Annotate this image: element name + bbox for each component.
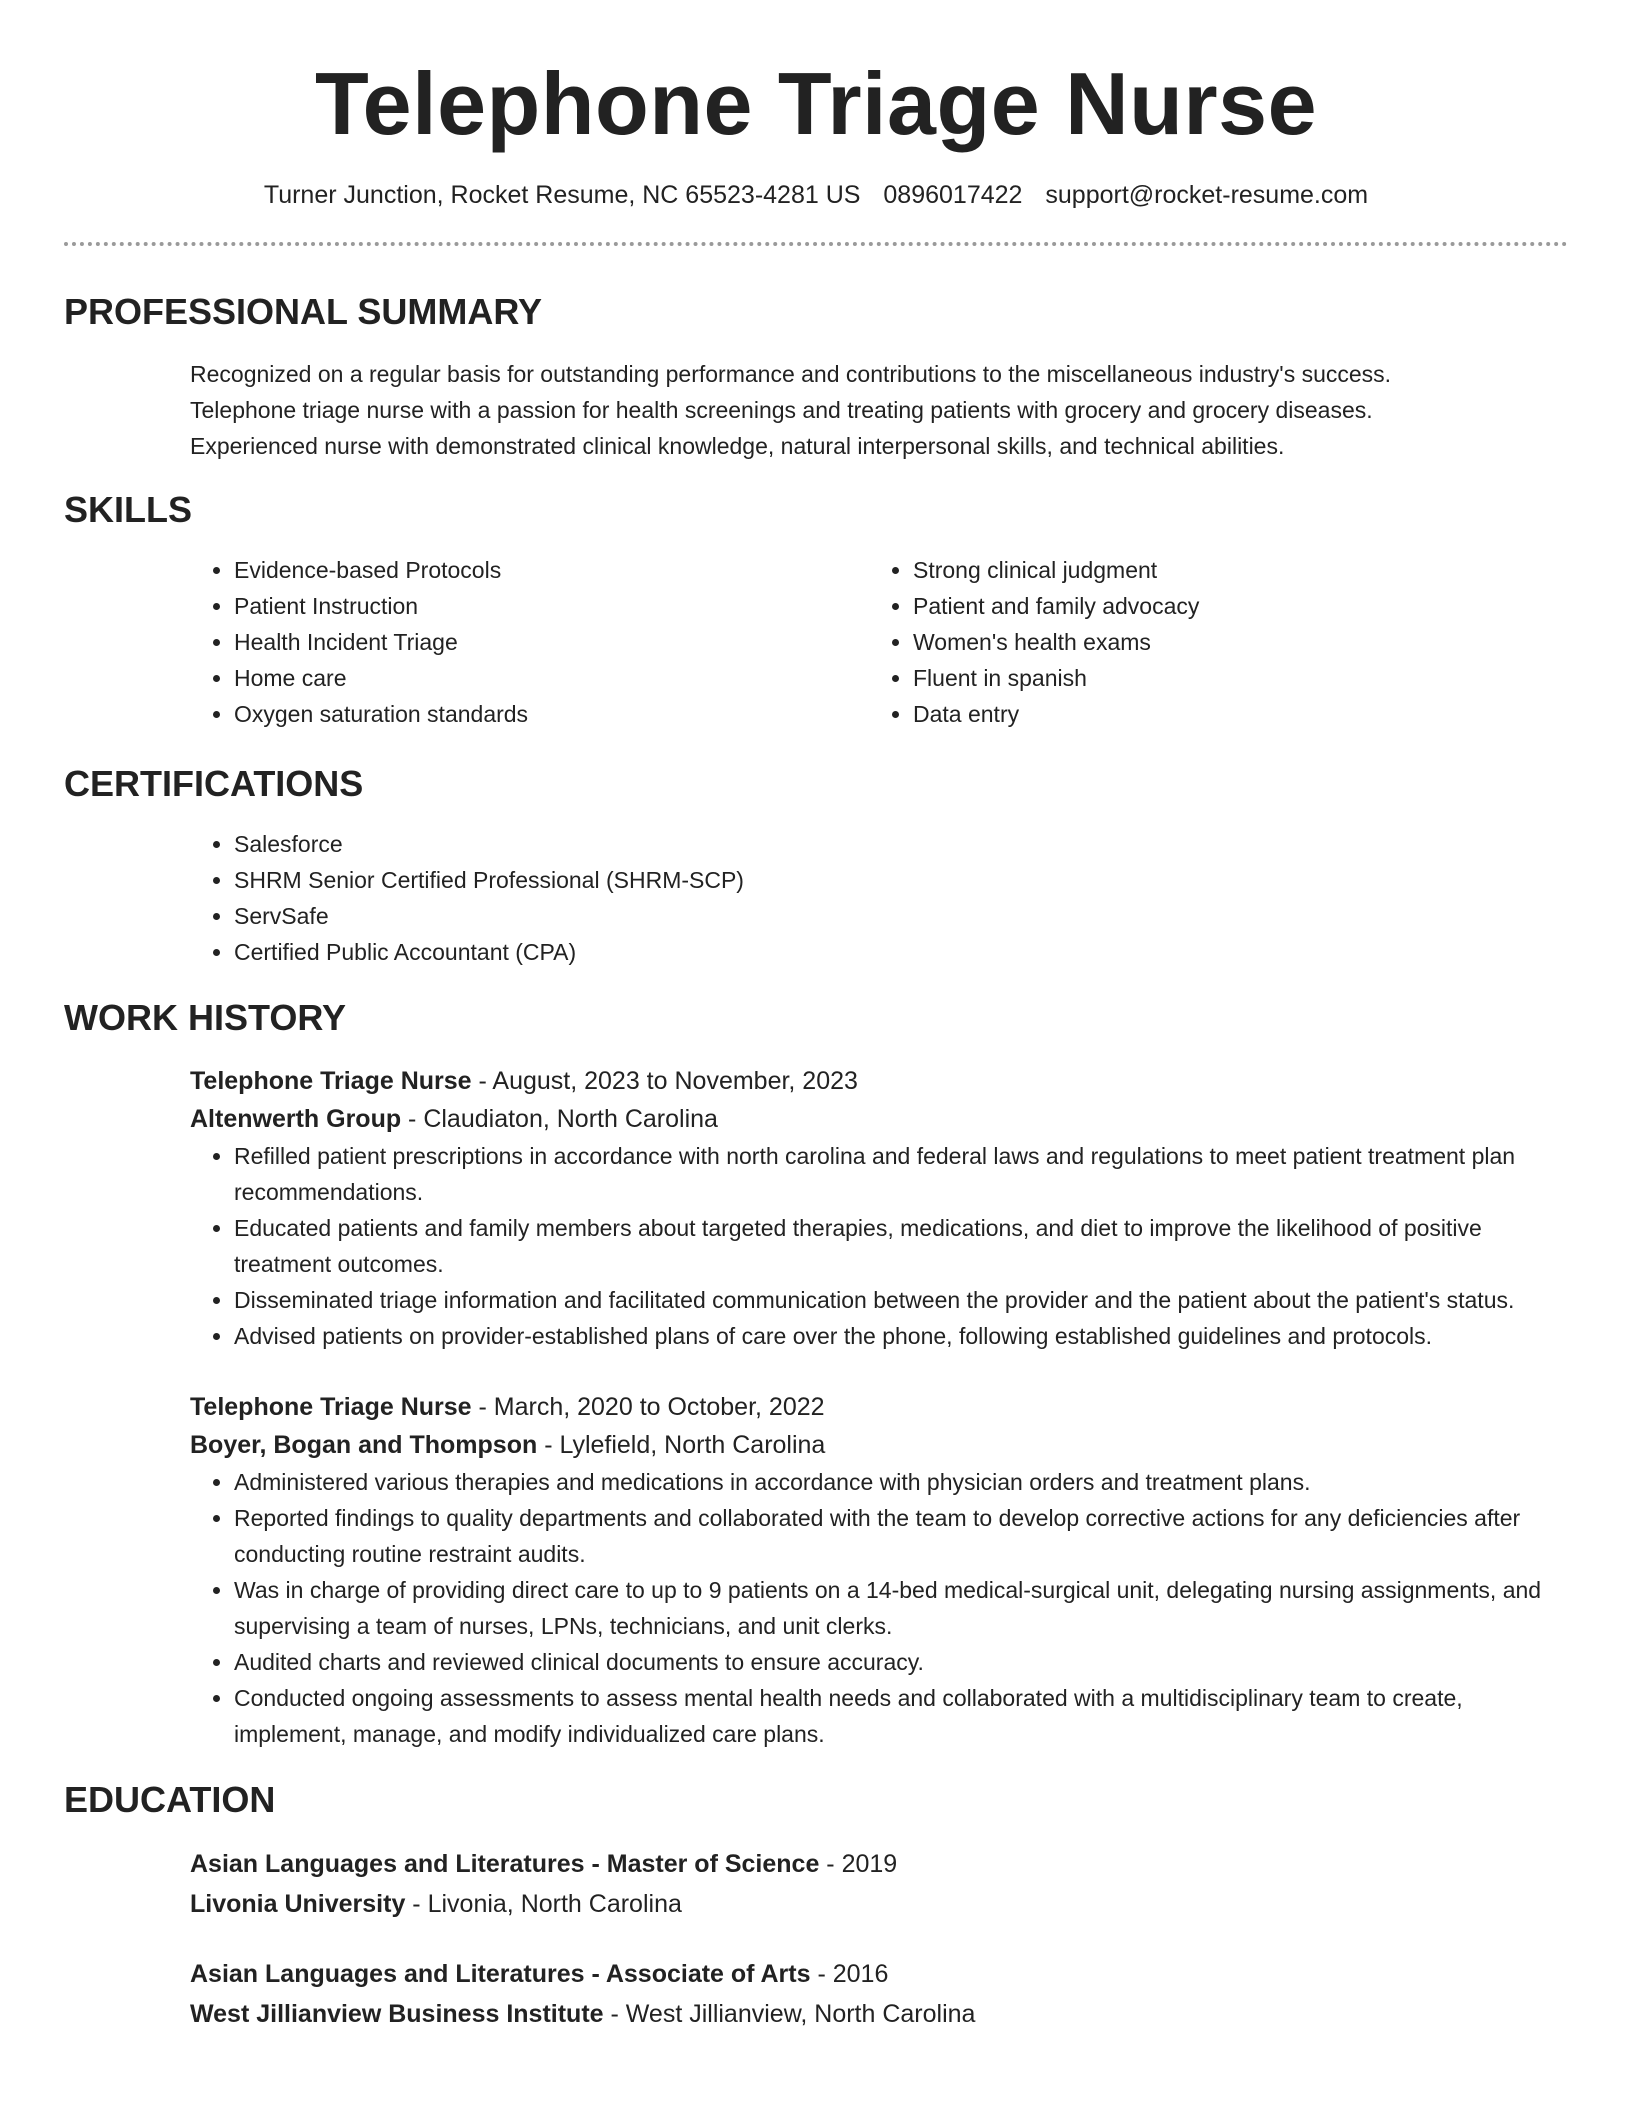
summary-line: Experienced nurse with demonstrated clinical knowledge, natural interpersonal skills, and technical abilities.: [190, 433, 1285, 459]
summary-line: Recognized on a regular basis for outstanding performance and contributions to the miscellaneous industry's success.: [190, 361, 1392, 387]
resume-name: Telephone Triage Nurse: [314, 54, 1318, 153]
job-duty-item: • Refilled patient prescriptions in accordance with north carolina and federal laws and regulations to meet patient treatment plan recommendations.: [234, 1138, 1568, 1210]
education-school: West Jillianview Business Institute: [190, 2000, 604, 2028]
skills-section: [64, 488, 1568, 732]
job-location: - Claudiaton, North Carolina: [401, 1105, 718, 1133]
job-duty-item: • Audited charts and reviewed clinical documents to ensure accuracy.: [234, 1644, 1568, 1680]
education-school-line: [190, 1884, 1568, 1924]
summary-heading: PROFESSIONAL SUMMARY: [64, 291, 543, 332]
education-degree-line: [190, 1954, 1568, 1994]
summary-section: [64, 290, 1568, 464]
job-title-line: [190, 1388, 1568, 1426]
certification-item: • Salesforce: [234, 826, 1568, 862]
education-school-line: [190, 1994, 1568, 2034]
education-entry: [190, 1844, 1568, 1924]
job-duty-item: • Educated patients and family members about targeted therapies, medications, and diet to improve the likelihood of positive treatment outcomes.: [234, 1210, 1568, 1282]
job-duties-list: [190, 1464, 1568, 1752]
work-history-section: [64, 996, 1568, 1752]
job-company: Altenwerth Group: [190, 1105, 402, 1133]
certifications-list: [190, 826, 1568, 970]
contact-address: Turner Junction, Rocket Resume, NC 65523-4281 US: [263, 181, 861, 209]
job-duties-list: [190, 1138, 1568, 1354]
skill-item: • Patient Instruction: [234, 588, 869, 624]
job-duty-item: • Reported findings to quality departments and collaborated with the team to develop corrective actions for any deficiencies after conducting routine restraint audits.: [234, 1500, 1568, 1572]
education-entry: [190, 1954, 1568, 2034]
skill-item: • Patient and family advocacy: [913, 588, 1548, 624]
education-school: Livonia University: [190, 1890, 406, 1918]
education-year: - 2016: [810, 1960, 889, 1988]
job-company-line: [190, 1100, 1568, 1138]
job-dates: - August, 2023 to November, 2023: [471, 1067, 858, 1095]
skills-column-left: [190, 552, 869, 732]
summary-text: [190, 356, 1568, 464]
certification-item: • ServSafe: [234, 898, 1568, 934]
certifications-heading: CERTIFICATIONS: [64, 763, 364, 804]
education-location: - Livonia, North Carolina: [405, 1890, 682, 1918]
education-section: [64, 1778, 1568, 2034]
job-title-line: [190, 1062, 1568, 1100]
skill-item: • Strong clinical judgment: [913, 552, 1548, 588]
job-duty-item: • Was in charge of providing direct care to up to 9 patients on a 14-bed medical-surgical unit, delegating nursing assignments, and supervising a team of nurses, LPNs, technicians, and unit clerks.: [234, 1572, 1568, 1644]
skill-item: • Women's health exams: [913, 624, 1548, 660]
skills-heading: SKILLS: [64, 489, 193, 530]
certifications-section: [64, 762, 1568, 970]
job-dates: - March, 2020 to October, 2022: [471, 1393, 825, 1421]
skills-grid: [190, 552, 1568, 732]
education-degree-line: [190, 1844, 1568, 1884]
certification-item: • Certified Public Accountant (CPA): [234, 934, 1568, 970]
job-company-line: [190, 1426, 1568, 1464]
job-role: Telephone Triage Nurse: [190, 1067, 472, 1095]
skill-item: • Evidence-based Protocols: [234, 552, 869, 588]
resume-page: [64, 0, 1568, 2034]
certifications-block: [190, 826, 1568, 970]
contact-phone: 0896017422: [883, 181, 1023, 209]
education-location: - West Jillianview, North Carolina: [603, 2000, 976, 2028]
job-location: - Lylefield, North Carolina: [537, 1431, 826, 1459]
skills-list-left: [190, 552, 869, 732]
header-divider: [64, 242, 1568, 246]
job-duty-item: • Advised patients on provider-established plans of care over the phone, following established guidelines and protocols.: [234, 1318, 1568, 1354]
contact-line: [64, 178, 1568, 212]
skill-item: • Fluent in spanish: [913, 660, 1548, 696]
work-history-heading: WORK HISTORY: [64, 997, 347, 1038]
job-duty-item: • Disseminated triage information and facilitated communication between the provider and the patient about the patient's status.: [234, 1282, 1568, 1318]
education-degree: Asian Languages and Literatures - Master of Science: [190, 1850, 820, 1878]
summary-line: Telephone triage nurse with a passion for health screenings and treating patients with grocery and grocery diseases.: [190, 397, 1373, 423]
skill-item: • Health Incident Triage: [234, 624, 869, 660]
education-heading: EDUCATION: [64, 1779, 276, 1820]
skills-list-right: [869, 552, 1548, 732]
job-entry: [190, 1062, 1568, 1354]
education-degree: Asian Languages and Literatures - Associate of Arts: [190, 1960, 811, 1988]
skill-item: • Data entry: [913, 696, 1548, 732]
job-entry: [190, 1388, 1568, 1752]
skills-column-right: [869, 552, 1548, 732]
skill-item: • Oxygen saturation standards: [234, 696, 869, 732]
contact-email: support@rocket-resume.com: [1045, 181, 1369, 209]
job-duty-item: • Conducted ongoing assessments to assess mental health needs and collaborated with a multidisciplinary team to create, implement, manage, and modify individualized care plans.: [234, 1680, 1568, 1752]
skill-item: • Home care: [234, 660, 869, 696]
certification-item: • SHRM Senior Certified Professional (SHRM-SCP): [234, 862, 1568, 898]
job-duty-item: • Administered various therapies and medications in accordance with physician orders and treatment plans.: [234, 1464, 1568, 1500]
job-company: Boyer, Bogan and Thompson: [190, 1431, 538, 1459]
job-role: Telephone Triage Nurse: [190, 1393, 472, 1421]
education-year: - 2019: [819, 1850, 898, 1878]
